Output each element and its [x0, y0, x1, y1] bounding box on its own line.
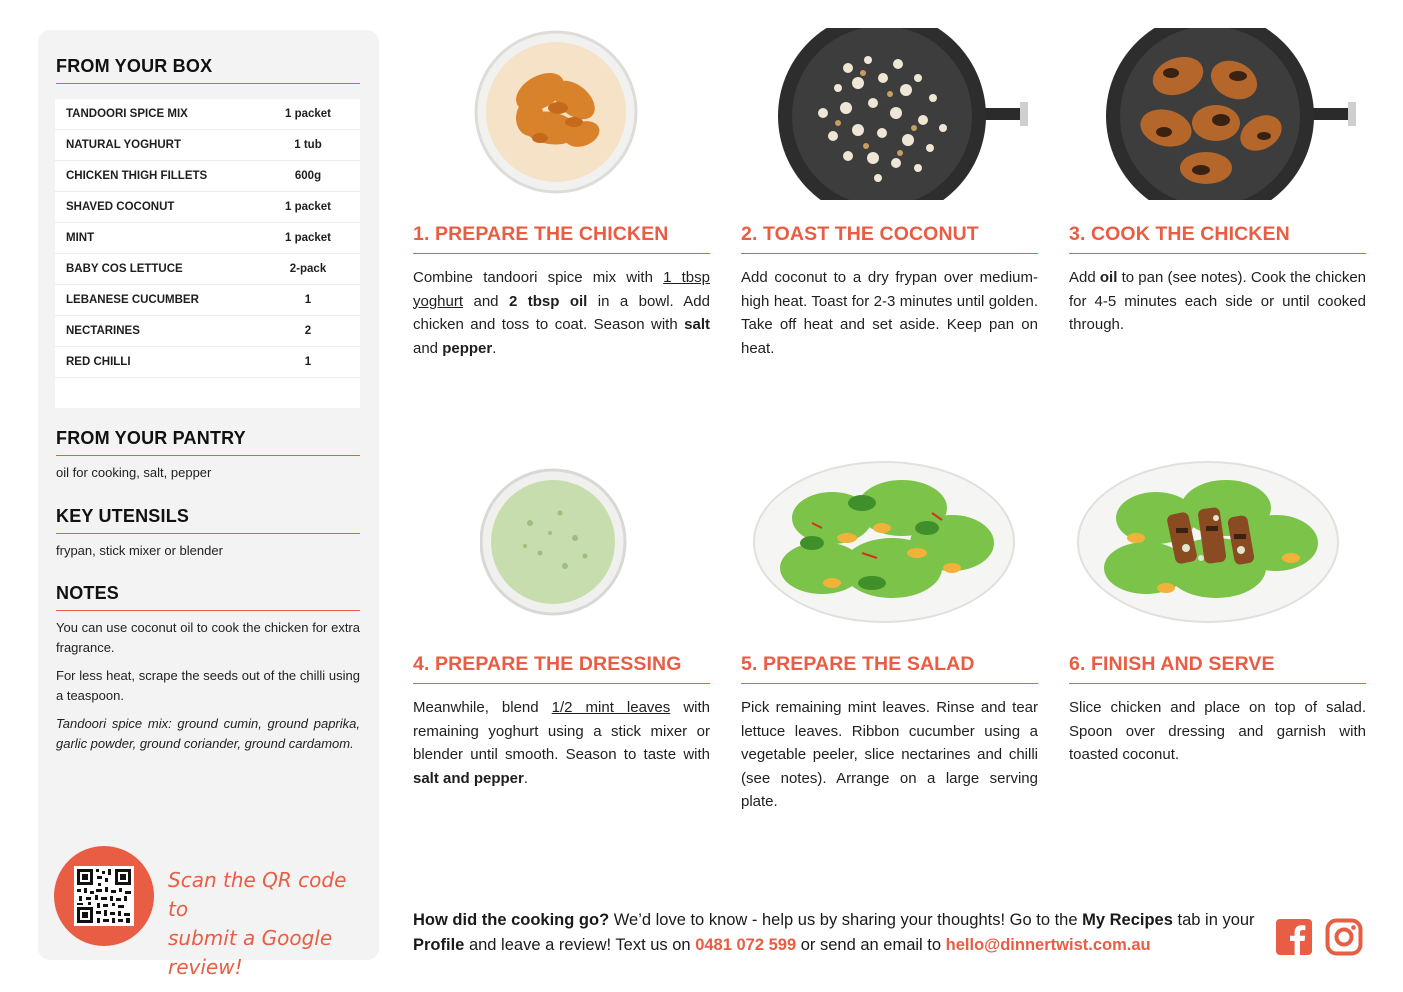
ingredient-qty: 2	[256, 316, 360, 347]
qr-caption-line1: Scan the QR code to	[168, 868, 347, 921]
ingredient-name: NATURAL YOGHURT	[55, 130, 256, 161]
qr-caption-line2: submit a Google review!	[168, 926, 333, 979]
table-row	[55, 223, 360, 254]
coconut-frypan-image	[778, 28, 1038, 200]
ingredient-name: LEBANESE CUCUMBER	[55, 285, 256, 316]
table-row	[55, 347, 360, 378]
qr-caption	[168, 866, 368, 982]
ingredients-panel	[38, 30, 379, 979]
ingredient-name: TANDOORI SPICE MIX	[55, 99, 256, 130]
step-1-text: Combine tandoori spice mix with 1 tbsp yoghurt and 2 tbsp oil in a bowl. Add chicken and toss to coat. Season with salt and pepper.	[413, 269, 710, 357]
table-row	[55, 130, 360, 161]
ingredient-name: MINT	[55, 223, 256, 254]
qr-code-icon[interactable]	[74, 866, 134, 926]
table-row	[55, 254, 360, 285]
note-item: For less heat, scrape the seeds out of the chilli using a teaspoon.	[56, 668, 360, 703]
notes-body	[56, 618, 360, 762]
step-5-title: 5. PREPARE THE SALAD	[741, 653, 1038, 684]
ingredient-qty: 1 tub	[256, 130, 360, 161]
step-4-title: 4. PREPARE THE DRESSING	[413, 653, 710, 684]
ingredient-name: NECTARINES	[55, 316, 256, 347]
utensils-text: frypan, stick mixer or blender	[56, 543, 223, 558]
ingredient-qty: 1	[256, 347, 360, 378]
ingredient-name: BABY COS LETTUCE	[55, 254, 256, 285]
step-3-text: Add oil to pan (see notes). Cook the chicken for 4-5 minutes each side or until cooked through.	[1069, 269, 1367, 333]
step-4-text: Meanwhile, blend 1/2 mint leaves with remaining yoghurt using a stick mixer or blender until smooth. Season to taste with salt and pepper.	[413, 699, 710, 787]
email-link[interactable]: hello@dinnertwist.com.au	[945, 936, 1151, 954]
step-2-title: 2. TOAST THE COCONUT	[741, 223, 1038, 254]
cooked-chicken-frypan-image	[1106, 28, 1366, 200]
ingredient-qty: 600g	[256, 161, 360, 192]
table-row	[55, 192, 360, 223]
step-2-text: Add coconut to a dry frypan over medium-high heat. Toast for 2-3 minutes until golden. Take off heat and set aside. Keep pan on heat.	[741, 269, 1038, 357]
finished-dish-image	[1076, 458, 1341, 628]
from-your-pantry-title: FROM YOUR PANTRY	[56, 428, 360, 456]
step-6-title: 6. FINISH AND SERVE	[1069, 653, 1366, 684]
table-row-empty	[55, 378, 360, 409]
marinated-chicken-bowl-image	[470, 30, 645, 200]
key-utensils-title: KEY UTENSILS	[56, 506, 360, 534]
ingredient-name: SHAVED COCONUT	[55, 192, 256, 223]
table-row	[55, 161, 360, 192]
salad-platter-image	[752, 458, 1017, 628]
note-spice-mix: Tandoori spice mix: ground cumin, ground paprika, garlic powder, ground coriander, ground cardamom.	[56, 716, 360, 751]
notes-title: NOTES	[56, 583, 360, 611]
ingredient-name: CHICKEN THIGH FILLETS	[55, 161, 256, 192]
table-row	[55, 316, 360, 347]
step-5-text: Pick remaining mint leaves. Rinse and tear lettuce leaves. Ribbon cucumber using a vegetable peeler, slice nectarines and chilli (see notes). Arrange on a large serving plate.	[741, 699, 1038, 810]
ingredient-name: RED CHILLI	[55, 347, 256, 378]
ingredient-qty: 1	[256, 285, 360, 316]
ingredients-table	[55, 99, 360, 408]
ingredient-qty: 1 packet	[256, 99, 360, 130]
table-row	[55, 99, 360, 130]
instagram-icon[interactable]	[1325, 918, 1363, 956]
ingredient-qty: 1 packet	[256, 223, 360, 254]
mint-dressing-bowl-image	[480, 468, 630, 618]
step-3-title: 3. COOK THE CHICKEN	[1069, 223, 1366, 254]
facebook-icon[interactable]	[1275, 918, 1313, 956]
ingredient-qty: 1 packet	[256, 192, 360, 223]
ingredient-qty: 2-pack	[256, 254, 360, 285]
phone-link[interactable]: 0481 072 599	[695, 936, 797, 954]
pantry-text: oil for cooking, salt, pepper	[56, 465, 212, 480]
qr-badge	[54, 846, 154, 946]
step-6-text: Slice chicken and place on top of salad. Spoon over dressing and garnish with toasted coconut.	[1069, 699, 1366, 763]
step-1-title: 1. PREPARE THE CHICKEN	[413, 223, 710, 254]
review-prompt: How did the cooking go? We’d love to know - help us by sharing your thoughts! Go to the My Recipes tab in your Profile and leave a review! Text us on 0481 072 599 or send an email to hello@dinnertwist.com.au	[413, 911, 1255, 954]
note-item: You can use coconut oil to cook the chicken for extra fragrance.	[56, 620, 360, 655]
table-row	[55, 285, 360, 316]
from-your-box-title: FROM YOUR BOX	[56, 56, 360, 84]
